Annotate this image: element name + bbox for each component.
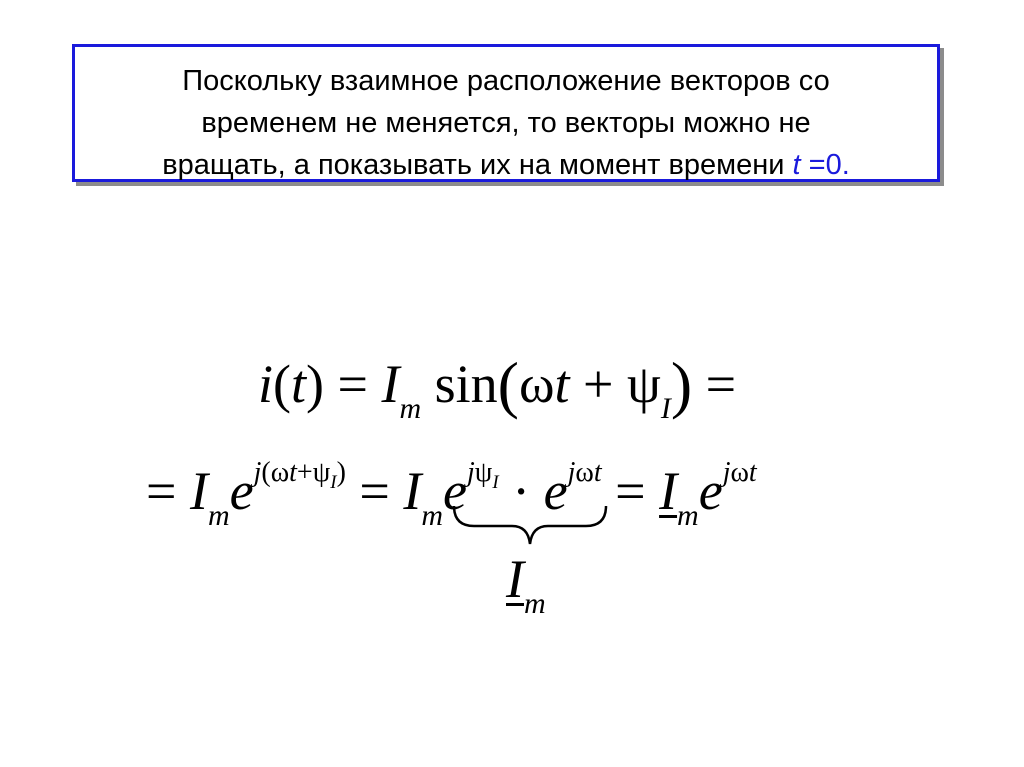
f2-exp1-psi: ψ bbox=[312, 457, 331, 488]
f2-exp3-omega: ω bbox=[575, 457, 594, 488]
f2-m1: m bbox=[207, 499, 230, 532]
note-line-2: временем не меняется, то векторы можно не bbox=[201, 107, 811, 139]
note-zero: 0. bbox=[825, 149, 850, 181]
f2-equals-2: = bbox=[601, 461, 660, 521]
f2-equals-1: = bbox=[345, 461, 404, 521]
f2-exp1-omega: ω bbox=[270, 457, 290, 488]
f2-e1: e bbox=[229, 461, 254, 521]
brace-m-subscript: m bbox=[523, 587, 546, 620]
f2-exp1-close: ) bbox=[336, 457, 346, 488]
f1-lparen: ( bbox=[273, 354, 291, 414]
f2-m3: m bbox=[677, 499, 699, 532]
f1-plus: + bbox=[569, 354, 627, 414]
f1-m-subscript: m bbox=[399, 392, 422, 425]
note-box bbox=[72, 44, 940, 182]
f2-exp3-j: j bbox=[567, 457, 576, 488]
note-equals: = bbox=[800, 149, 826, 181]
f2-exp2-psi-sub: I bbox=[492, 472, 499, 493]
f2-e4: e bbox=[698, 461, 723, 521]
f1-i: i bbox=[258, 354, 274, 414]
f2-exp3-t: t bbox=[593, 457, 602, 488]
f2-I1: I bbox=[189, 461, 208, 521]
f1-psi: ψ bbox=[627, 354, 661, 414]
note-text bbox=[75, 60, 937, 186]
f2-exp4-t: t bbox=[748, 457, 757, 488]
note-t-variable: t bbox=[792, 149, 801, 181]
f2-e3: e bbox=[543, 461, 568, 521]
brace-label bbox=[506, 546, 546, 621]
f1-equals-end: = bbox=[692, 354, 737, 414]
f2-exp1-plus: + bbox=[296, 457, 313, 488]
f2-exponent-4 bbox=[723, 457, 757, 488]
f2-exp2-psi: ψ bbox=[474, 457, 493, 488]
f2-exponent-1 bbox=[253, 457, 346, 493]
f1-I: I bbox=[381, 354, 400, 414]
f2-I3-underlined: I bbox=[659, 461, 678, 521]
f2-exp1-open: ( bbox=[261, 457, 271, 488]
f1-rparen: ) bbox=[306, 354, 324, 414]
f2-exp1-t: t bbox=[289, 457, 297, 488]
f2-dot: · bbox=[498, 461, 544, 521]
f1-t: t bbox=[291, 354, 307, 414]
note-line-1: Поскольку взаимное расположение векторов со bbox=[182, 65, 830, 97]
f2-I2: I bbox=[403, 461, 422, 521]
note-line-3 bbox=[75, 144, 937, 186]
f2-exp4-omega: ω bbox=[730, 457, 749, 488]
f2-exponent-3 bbox=[568, 457, 602, 488]
formula-line-1 bbox=[258, 346, 736, 428]
f1-sin: sin bbox=[421, 354, 498, 414]
f1-close-paren: ) bbox=[670, 349, 693, 420]
f1-psi-subscript: I bbox=[660, 392, 671, 425]
f2-exp1-j: j bbox=[253, 457, 262, 488]
brace-I-underlined: I bbox=[506, 549, 524, 609]
f2-equals-0: = bbox=[146, 461, 190, 521]
f2-exp4-j: j bbox=[722, 457, 731, 488]
f2-exponent-2 bbox=[467, 457, 499, 493]
f1-omega: ω bbox=[518, 354, 555, 414]
f2-e2: e bbox=[443, 461, 467, 521]
f2-exp2-j: j bbox=[467, 457, 475, 488]
note-line-3-text: вращать, а показывать их на момент времени bbox=[162, 149, 785, 181]
f2-m2: m bbox=[421, 499, 444, 532]
f2-exp1-psi-sub: I bbox=[330, 472, 337, 493]
f1-open-paren: ( bbox=[497, 349, 519, 420]
f1-t2: t bbox=[554, 354, 570, 414]
f1-equals: = bbox=[324, 354, 382, 414]
